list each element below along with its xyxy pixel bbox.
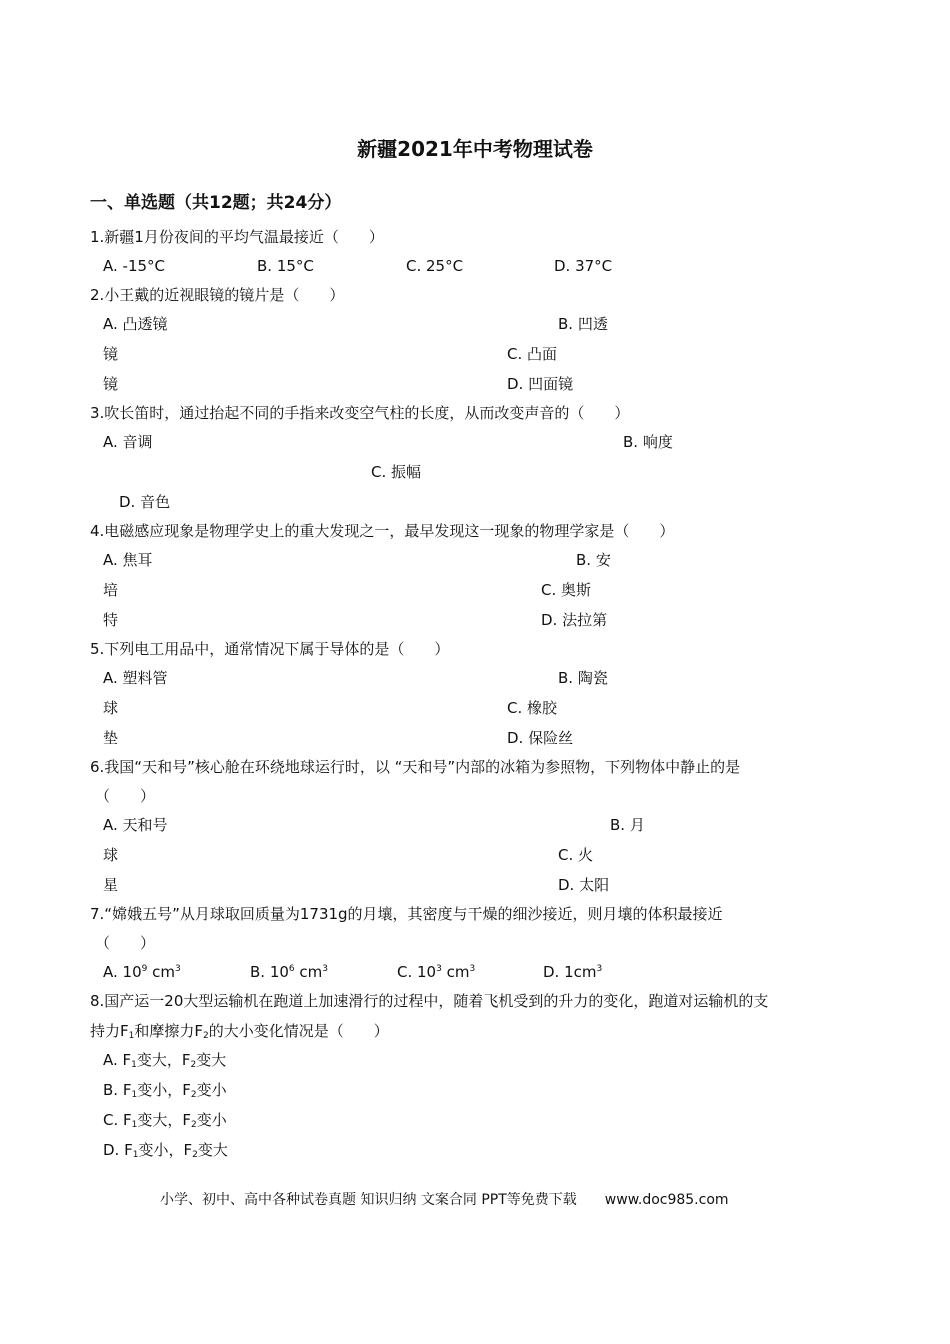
question-1-option-d: D. 37°C: [554, 257, 613, 275]
question-3-stem: 3.吹长笛时，通过抬起不同的手指来改变空气柱的长度，从而改变声音的（ ）: [90, 404, 630, 422]
question-5-option-c-wrap: 垫: [103, 729, 119, 747]
question-2-option-a: A. 凸透镜: [103, 315, 168, 333]
question-7-option-b: B. $10^6$ $cm^3$: [250, 963, 329, 981]
question-6-option-a: A. 天和号: [103, 816, 168, 834]
footer-text: 小学、初中、高中各种试卷真题 知识归纳 文案合同 PPT等免费下载: [160, 1192, 577, 1208]
question-8-option-a: A. $F_1$变大，$F_2$变大: [103, 1051, 227, 1070]
question-5-option-b: B. 陶瓷: [558, 669, 608, 687]
question-7-option-d: D. $1cm^3$: [543, 963, 603, 981]
question-8-stem: 8.国产运一20大型运输机在跑道上加速滑行的过程中，随着飞机受到的升力的变化，跑道对运输机的支: [90, 992, 769, 1010]
question-1-option-c: C. 25°C: [406, 257, 464, 275]
question-1-stem: 1.新疆1月份夜间的平均气温最接近（ ）: [90, 228, 384, 246]
section-heading: 一、单选题（共12题；共24分）: [90, 193, 342, 213]
question-6-option-c: C. 火: [558, 846, 594, 864]
question-8-option-d: D. $F_1$变小，$F_2$变大: [103, 1141, 228, 1160]
question-5-option-b-wrap: 球: [103, 699, 119, 717]
question-6-option-d: D. 太阳: [558, 876, 610, 894]
question-8-option-b: B. $F_1$变小，$F_2$变小: [103, 1081, 227, 1100]
question-8-stem-cont: 持力$F_1$和摩擦力$F_2$的大小变化情况是（ ）: [90, 1022, 389, 1041]
question-3-option-d: D. 音色: [119, 493, 171, 511]
question-7-stem: 7.“嫦娥五号”从月球取回质量为1731g的月壤，其密度与干燥的细沙接近，则月壤的体积最接近: [90, 905, 723, 923]
question-5-option-c: C. 橡胶: [507, 699, 558, 717]
question-7-option-c: C. $10^3$ $cm^3$: [397, 963, 476, 981]
question-4-option-a: A. 焦耳: [103, 551, 153, 569]
question-2-stem: 2.小王戴的近视眼镜的镜片是（ ）: [90, 286, 345, 304]
question-7-stem-paren: （ ）: [95, 934, 156, 952]
question-6-stem: 6.我国“天和号”核心舱在环绕地球运行时，以 “天和号”内部的冰箱为参照物，下列物体中静止的是: [90, 758, 741, 776]
question-2-option-c-wrap: 镜: [103, 375, 119, 393]
question-8-option-c: C. $F_1$变大，$F_2$变小: [103, 1111, 227, 1130]
question-4-option-c-wrap: 特: [103, 611, 119, 629]
question-4-option-d: D. 法拉第: [541, 611, 608, 629]
question-4-option-b: B. 安: [576, 551, 611, 569]
question-2-option-b-wrap: 镜: [103, 345, 119, 363]
question-6-option-b: B. 月: [610, 816, 645, 834]
question-1-option-a: A. -15°C: [103, 257, 166, 275]
question-6-stem-paren: （ ）: [95, 787, 156, 805]
page-footer: [160, 1189, 729, 1209]
question-4-stem: 4.电磁感应现象是物理学史上的重大发现之一，最早发现这一现象的物理学家是（ ）: [90, 522, 675, 540]
question-2-option-b: B. 凹透: [558, 315, 608, 333]
question-2-option-d: D. 凹面镜: [507, 375, 574, 393]
question-6-option-c-wrap: 星: [103, 876, 119, 894]
question-2-option-c: C. 凸面: [507, 345, 558, 363]
question-1-option-b: B. 15°C: [257, 257, 314, 275]
question-4-option-b-wrap: 培: [103, 581, 119, 599]
question-5-option-d: D. 保险丝: [507, 729, 574, 747]
question-6-option-b-wrap: 球: [103, 846, 119, 864]
question-3-option-c: C. 振幅: [371, 463, 422, 481]
question-5-stem: 5.下列电工用品中，通常情况下属于导体的是（ ）: [90, 640, 450, 658]
question-7-option-a: A. $10^9$ $cm^3$: [103, 963, 181, 981]
question-3-option-a: A. 音调: [103, 433, 153, 451]
question-4-option-c: C. 奥斯: [541, 581, 592, 599]
question-5-option-a: A. 塑料管: [103, 669, 168, 687]
page-title: 新疆2021年中考物理试卷: [357, 137, 593, 161]
footer-url[interactable]: www.doc985.com: [604, 1192, 729, 1208]
question-3-option-b: B. 响度: [623, 433, 673, 451]
